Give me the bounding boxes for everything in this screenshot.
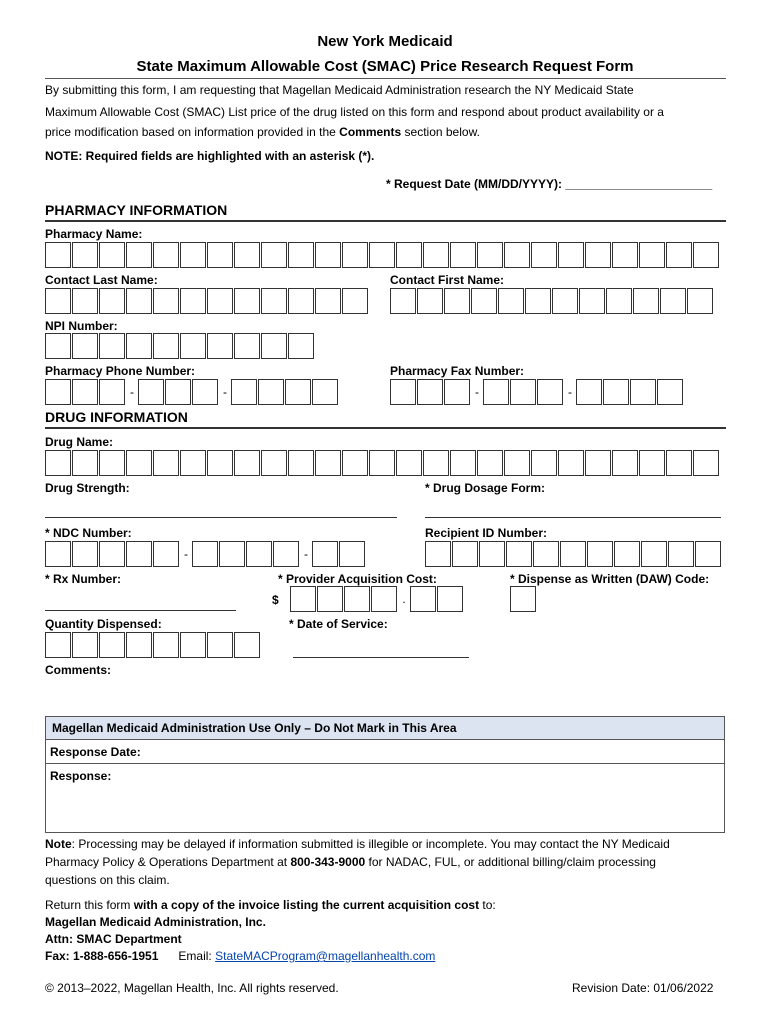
processing-note-line-3: questions on this claim. — [45, 873, 170, 887]
input-box[interactable] — [207, 288, 233, 314]
input-box[interactable] — [258, 379, 284, 405]
input-box[interactable] — [498, 288, 524, 314]
recipient-id-label: Recipient ID Number: — [425, 526, 548, 540]
input-box[interactable] — [99, 632, 125, 658]
input-box[interactable] — [153, 242, 179, 268]
input-box[interactable] — [552, 288, 578, 314]
input-box[interactable] — [45, 333, 71, 359]
input-box[interactable] — [504, 242, 530, 268]
separator: - — [184, 547, 188, 561]
quantity-boxes[interactable] — [45, 632, 261, 658]
input-box[interactable] — [560, 541, 586, 567]
input-box[interactable] — [153, 541, 179, 567]
input-box[interactable] — [180, 450, 206, 476]
input-box[interactable] — [660, 288, 686, 314]
title-divider — [45, 78, 726, 79]
input-box[interactable] — [510, 379, 536, 405]
input-box[interactable] — [45, 541, 71, 567]
processing-note-line-1: Note: Processing may be delayed if information submitted is illegible or incomplete. You may contact the NY Medicaid — [45, 837, 670, 851]
input-box[interactable] — [45, 632, 71, 658]
input-box[interactable] — [444, 288, 470, 314]
input-box[interactable] — [423, 242, 449, 268]
input-box[interactable] — [45, 242, 71, 268]
input-box[interactable] — [165, 379, 191, 405]
npi-label: NPI Number: — [45, 319, 118, 333]
input-box[interactable] — [290, 586, 316, 612]
input-box[interactable] — [417, 379, 443, 405]
input-box[interactable] — [369, 450, 395, 476]
input-box[interactable] — [510, 586, 536, 612]
service-date-label: * Date of Service: — [289, 617, 388, 631]
form-title: New York Medicaid — [317, 33, 453, 50]
intro-line-1: By submitting this form, I am requesting that Magellan Medicaid Administration research the NY Medicaid State — [45, 83, 634, 97]
input-box[interactable] — [479, 541, 505, 567]
dollar-sign: $ — [272, 593, 279, 607]
phone-label: Pharmacy Phone Number: — [45, 364, 196, 378]
input-box[interactable] — [695, 541, 721, 567]
input-box[interactable] — [261, 242, 287, 268]
input-box[interactable] — [525, 288, 551, 314]
input-box[interactable] — [246, 541, 272, 567]
input-box[interactable] — [579, 288, 605, 314]
contact-last-boxes[interactable] — [45, 288, 369, 314]
separator: - — [568, 385, 572, 399]
dosage-form-line[interactable] — [425, 517, 721, 518]
input-box[interactable] — [261, 288, 287, 314]
input-box[interactable] — [261, 450, 287, 476]
input-box[interactable] — [126, 333, 152, 359]
input-box[interactable] — [45, 379, 71, 405]
input-box[interactable] — [423, 450, 449, 476]
input-box[interactable] — [437, 586, 463, 612]
input-box[interactable] — [261, 333, 287, 359]
drug-strength-label: Drug Strength: — [45, 481, 130, 495]
input-box[interactable] — [207, 242, 233, 268]
form-subtitle: State Maximum Allowable Cost (SMAC) Price Research Request Form — [136, 58, 634, 75]
input-box[interactable] — [450, 242, 476, 268]
input-box[interactable] — [99, 450, 125, 476]
drug-divider — [45, 427, 726, 429]
input-box[interactable] — [126, 450, 152, 476]
drug-heading: DRUG INFORMATION — [45, 409, 188, 425]
return-instructions: Return this form with a copy of the invoice listing the current acquisition cost to: — [45, 898, 496, 912]
input-box[interactable] — [234, 288, 260, 314]
input-box[interactable] — [342, 450, 368, 476]
pharmacy-divider — [45, 220, 726, 222]
input-box[interactable] — [666, 242, 692, 268]
separator: - — [475, 385, 479, 399]
input-box[interactable] — [288, 242, 314, 268]
daw-box[interactable] — [510, 586, 537, 612]
input-box[interactable] — [633, 288, 659, 314]
input-box[interactable] — [192, 541, 218, 567]
input-box[interactable] — [342, 242, 368, 268]
quantity-label: Quantity Dispensed: — [45, 617, 162, 631]
input-box[interactable] — [639, 450, 665, 476]
input-box[interactable] — [371, 586, 397, 612]
input-box[interactable] — [531, 242, 557, 268]
input-box[interactable] — [339, 541, 365, 567]
recipient-id-boxes[interactable] — [425, 541, 722, 567]
input-box[interactable] — [153, 632, 179, 658]
input-box[interactable] — [45, 450, 71, 476]
rx-line[interactable] — [45, 610, 236, 611]
intro-line-3: price modification based on information provided in the Comments section below. — [45, 125, 480, 139]
input-box[interactable] — [207, 632, 233, 658]
input-box[interactable] — [687, 288, 713, 314]
input-box[interactable] — [576, 379, 602, 405]
drug-strength-line[interactable] — [45, 517, 397, 518]
input-box[interactable] — [45, 288, 71, 314]
input-box[interactable] — [126, 541, 152, 567]
input-box[interactable] — [288, 450, 314, 476]
input-box[interactable] — [537, 379, 563, 405]
phone-boxes[interactable] — [45, 379, 339, 405]
return-contact: Fax: 1-888-656-1951 Email: StateMACProgram@magellanhealth.com — [45, 949, 436, 963]
input-box[interactable] — [396, 242, 422, 268]
response-label: Response: — [50, 769, 112, 783]
input-box[interactable] — [180, 632, 206, 658]
input-box[interactable] — [180, 333, 206, 359]
input-box[interactable] — [390, 288, 416, 314]
input-box[interactable] — [138, 379, 164, 405]
intro-line-2: Maximum Allowable Cost (SMAC) List price of the drug listed on this form and respond about product availability or a — [45, 105, 664, 119]
input-box[interactable] — [72, 632, 98, 658]
separator: - — [223, 385, 227, 399]
input-box[interactable] — [153, 333, 179, 359]
input-box[interactable] — [603, 379, 629, 405]
input-box[interactable] — [126, 242, 152, 268]
contact-last-label: Contact Last Name: — [45, 273, 158, 287]
ndc-boxes[interactable] — [45, 541, 366, 567]
pharmacy-name-boxes[interactable] — [45, 242, 720, 268]
input-box[interactable] — [450, 450, 476, 476]
input-box[interactable] — [417, 288, 443, 314]
input-box[interactable] — [558, 242, 584, 268]
input-box[interactable] — [668, 541, 694, 567]
acq-cost-label: * Provider Acquisition Cost: — [278, 572, 437, 586]
input-box[interactable] — [504, 450, 530, 476]
input-box[interactable] — [630, 379, 656, 405]
pharmacy-name-label: Pharmacy Name: — [45, 227, 143, 241]
input-box[interactable] — [587, 541, 613, 567]
input-box[interactable] — [317, 586, 343, 612]
input-box[interactable] — [99, 288, 125, 314]
input-box[interactable] — [207, 333, 233, 359]
input-box[interactable] — [606, 288, 632, 314]
input-box[interactable] — [207, 450, 233, 476]
input-box[interactable] — [72, 450, 98, 476]
admin-box — [45, 716, 725, 833]
input-box[interactable] — [657, 379, 683, 405]
input-box[interactable] — [396, 450, 422, 476]
input-box[interactable] — [273, 541, 299, 567]
input-box[interactable] — [612, 450, 638, 476]
separator: - — [130, 385, 134, 399]
input-box[interactable] — [531, 450, 557, 476]
input-box[interactable] — [234, 242, 260, 268]
input-box[interactable] — [506, 541, 532, 567]
input-box[interactable] — [72, 333, 98, 359]
input-box[interactable] — [288, 333, 314, 359]
input-box[interactable] — [219, 541, 245, 567]
contact-first-boxes[interactable] — [390, 288, 714, 314]
revision-date: Revision Date: 01/06/2022 — [572, 981, 714, 995]
input-box[interactable] — [666, 450, 692, 476]
input-box[interactable] — [483, 379, 509, 405]
input-box[interactable] — [369, 242, 395, 268]
input-box[interactable] — [315, 288, 341, 314]
processing-note-line-2: Pharmacy Policy & Operations Department at 800-343-9000 for NADAC, FUL, or additional billing/claim processing — [45, 855, 656, 869]
input-box[interactable] — [614, 541, 640, 567]
input-box[interactable] — [471, 288, 497, 314]
input-box[interactable] — [641, 541, 667, 567]
return-org: Magellan Medicaid Administration, Inc. — [45, 915, 266, 929]
admin-heading: Magellan Medicaid Administration Use Only – Do Not Mark in This Area — [46, 717, 724, 740]
fax-boxes[interactable] — [390, 379, 684, 405]
daw-label: * Dispense as Written (DAW) Code: — [510, 572, 710, 586]
input-box[interactable] — [315, 450, 341, 476]
input-box[interactable] — [533, 541, 559, 567]
input-box[interactable] — [72, 541, 98, 567]
input-box[interactable] — [477, 450, 503, 476]
input-box[interactable] — [693, 450, 719, 476]
input-box[interactable] — [99, 242, 125, 268]
input-box[interactable] — [693, 242, 719, 268]
input-box[interactable] — [72, 242, 98, 268]
input-box[interactable] — [410, 586, 436, 612]
input-box[interactable] — [180, 242, 206, 268]
input-box[interactable] — [444, 379, 470, 405]
input-box[interactable] — [612, 242, 638, 268]
input-box[interactable] — [390, 379, 416, 405]
request-date-field[interactable]: * Request Date (MM/DD/YYYY): ______________________ — [386, 177, 713, 191]
required-note: NOTE: Required fields are highlighted with an asterisk (*). — [45, 149, 375, 163]
input-box[interactable] — [425, 541, 451, 567]
input-box[interactable] — [99, 333, 125, 359]
copyright: © 2013–2022, Magellan Health, Inc. All rights reserved. — [45, 981, 339, 995]
input-box[interactable] — [180, 288, 206, 314]
input-box[interactable] — [72, 379, 98, 405]
input-box[interactable] — [126, 632, 152, 658]
input-box[interactable] — [231, 379, 257, 405]
input-box[interactable] — [477, 242, 503, 268]
comments-label: Comments: — [45, 663, 112, 677]
input-box[interactable] — [452, 541, 478, 567]
ndc-label: * NDC Number: — [45, 526, 132, 540]
input-box[interactable] — [312, 379, 338, 405]
input-box[interactable] — [234, 333, 260, 359]
input-box[interactable] — [285, 379, 311, 405]
input-box[interactable] — [558, 450, 584, 476]
input-box[interactable] — [99, 379, 125, 405]
response-date-row: Response Date: — [46, 740, 724, 764]
separator: . — [402, 592, 406, 606]
input-box[interactable] — [585, 450, 611, 476]
input-box[interactable] — [234, 632, 260, 658]
input-box[interactable] — [234, 450, 260, 476]
drug-name-label: Drug Name: — [45, 435, 114, 449]
pharmacy-heading: PHARMACY INFORMATION — [45, 202, 228, 218]
input-box[interactable] — [312, 541, 338, 567]
rx-label: * Rx Number: — [45, 572, 122, 586]
contact-first-label: Contact First Name: — [390, 273, 505, 287]
input-box[interactable] — [585, 242, 611, 268]
input-box[interactable] — [153, 450, 179, 476]
input-box[interactable] — [342, 288, 368, 314]
input-box[interactable] — [99, 541, 125, 567]
npi-boxes[interactable] — [45, 333, 315, 359]
input-box[interactable] — [315, 242, 341, 268]
email-link[interactable]: StateMACProgram@magellanhealth.com — [215, 949, 436, 963]
fax-label: Pharmacy Fax Number: — [390, 364, 525, 378]
separator: - — [304, 547, 308, 561]
input-box[interactable] — [192, 379, 218, 405]
dosage-form-label: * Drug Dosage Form: — [425, 481, 546, 495]
input-box[interactable] — [153, 288, 179, 314]
input-box[interactable] — [344, 586, 370, 612]
input-box[interactable] — [126, 288, 152, 314]
return-attn: Attn: SMAC Department — [45, 932, 182, 946]
input-box[interactable] — [288, 288, 314, 314]
service-date-line[interactable] — [293, 657, 469, 658]
input-box[interactable] — [72, 288, 98, 314]
drug-name-boxes[interactable] — [45, 450, 720, 476]
input-box[interactable] — [639, 242, 665, 268]
acq-cost-dollar-boxes[interactable] — [290, 586, 464, 612]
